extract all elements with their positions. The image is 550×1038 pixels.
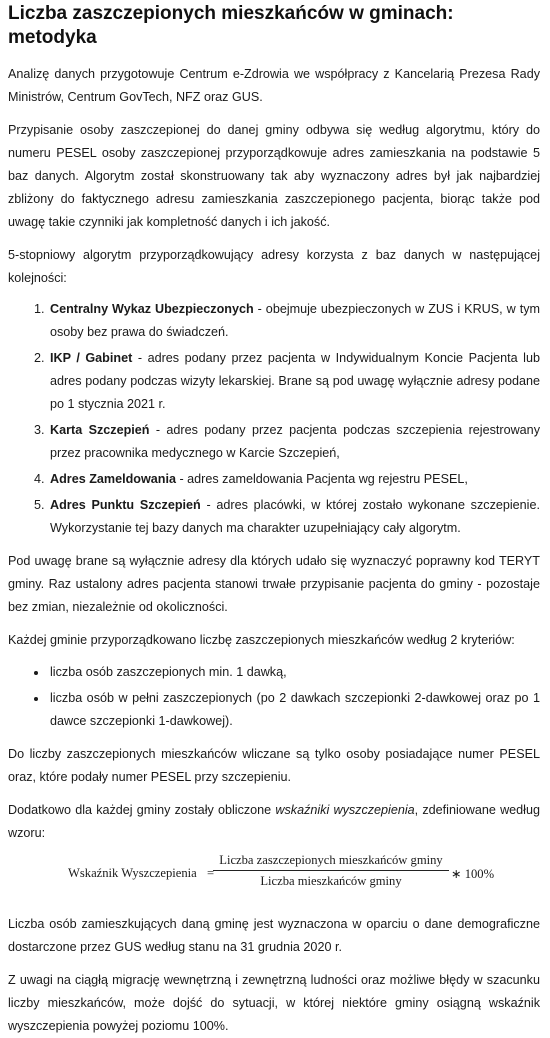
formula-denominator: Liczba mieszkańców gminy [260, 874, 402, 888]
source-description: - adres podany przez pacjenta w Indywidualnym Koncie Pacjenta lub adres podany podczas wizyty lekarskiej. Brane są pod uwagę wyłącznie adresy podane po 1 stycznia 2021 r. [50, 351, 540, 411]
indicator-intro-text: , zdefiniowane według wzoru: [8, 803, 540, 840]
formula-multiplier: ∗ 100% [451, 867, 495, 881]
list-item [48, 419, 540, 465]
data-sources-list [8, 298, 540, 540]
population-paragraph: Liczba osób zamieszkujących daną gminę jest wyznaczona w oparciu o dane demograficzne dostarczone przez GUS według stanu na 31 grudnia 2020 r. [8, 917, 540, 954]
list-item [48, 468, 540, 491]
source-name: Centralny Wykaz Ubezpieczonych [50, 302, 254, 316]
pesel-note-paragraph: Do liczby zaszczepionych mieszkańców wliczane są tylko osoby posiadające numer PESEL oraz, które podały numer PESEL przy szczepieniu. [8, 747, 540, 784]
formula-equals: = [207, 866, 215, 880]
source-description: - adres podany przez pacjenta podczas szczepienia rejestrowany przez pracownika medycznego w Karcie Szczepień, [50, 423, 540, 460]
source-name: Karta Szczepień [50, 423, 150, 437]
migration-paragraph: Z uwagi na ciągłą migrację wewnętrzną i zewnętrzną ludności oraz możliwe błędy w szacunku liczby mieszkańców, może dojść do sytuacji, w której niektóre gminy osiągną wskaźnik wyszczepienia powyżej poziomu 100%. [8, 973, 540, 1033]
list-item [48, 347, 540, 416]
teryt-paragraph: Pod uwagę brane są wyłącznie adresy dla których udało się wyznaczyć poprawny kod TERYT gminy. Raz ustalony adres pacjenta stanowi trwałe przypisanie pacjenta do gminy - pozostaje bez zmian, niezależnie od okoliczności. [8, 554, 540, 614]
list-item: • liczba osób w pełni zaszczepionych (po 2 dawkach szczepionki 2-dawkowej oraz po 1 dawce szczepionki 1-dawkowej). [48, 687, 540, 733]
formula-lhs: Wskaźnik Wyszczepienia [68, 866, 197, 880]
formula-numerator: Liczba zaszczepionych mieszkańców gminy [213, 851, 449, 871]
indicator-term: wskaźniki wyszczepienia [275, 803, 415, 817]
source-description: - obejmuje ubezpieczonych w ZUS i KRUS, w tym osoby bez prawa do świadczeń. [50, 302, 540, 339]
indicator-intro-paragraph [8, 799, 540, 845]
assignment-paragraph: Przypisanie osoby zaszczepionej do danej gminy odbywa się według algorytmu, który do numeru PESEL osoby zaszczepionej przyporządkowuje adres zamieszkania na podstawie 5 baz danych. Algorytm został skonstruowany tak aby wyznaczony adres był jak najbardziej zbliżony do faktycznego adresu zamieszkania zaszczepionego pacjenta, biorąc także pod uwagę takie czynniki jak kompletność danych i ich jakość. [8, 123, 540, 229]
list-item [48, 494, 540, 540]
indicator-formula [8, 851, 540, 903]
source-name: Adres Zameldowania [50, 472, 176, 486]
criteria-intro-paragraph: Każdej gminie przyporządkowano liczbę zaszczepionych mieszkańców według 2 kryteriów: [8, 633, 515, 647]
algorithm-intro-paragraph: 5-stopniowy algorytm przyporządkowujący adresy korzysta z baz danych w następującej kolejności: [8, 248, 540, 285]
list-item: • liczba osób zaszczepionych min. 1 dawką, [48, 661, 540, 684]
page-title: Liczba zaszczepionych mieszkańców w gminach: metodyka [8, 3, 454, 48]
source-description: - adres zameldowania Pacjenta wg rejestru PESEL, [175, 472, 468, 486]
list-item [48, 298, 540, 344]
criteria-list [8, 661, 540, 733]
formula-fraction [213, 851, 449, 890]
indicator-intro-text: Dodatkowo dla każdej gminy zostały obliczone [8, 803, 276, 817]
intro-paragraph: Analizę danych przygotowuje Centrum e-Zdrowia we współpracy z Kancelarią Prezesa Rady Ministrów, Centrum GovTech, NFZ oraz GUS. [8, 67, 540, 104]
source-name: IKP / Gabinet [50, 351, 133, 365]
source-description: - adres placówki, w której zostało wykonane szczepienie. Wykorzystanie tej bazy danych ma charakter uzupełniający cały algorytm. [50, 498, 540, 535]
source-name: Adres Punktu Szczepień [50, 498, 201, 512]
